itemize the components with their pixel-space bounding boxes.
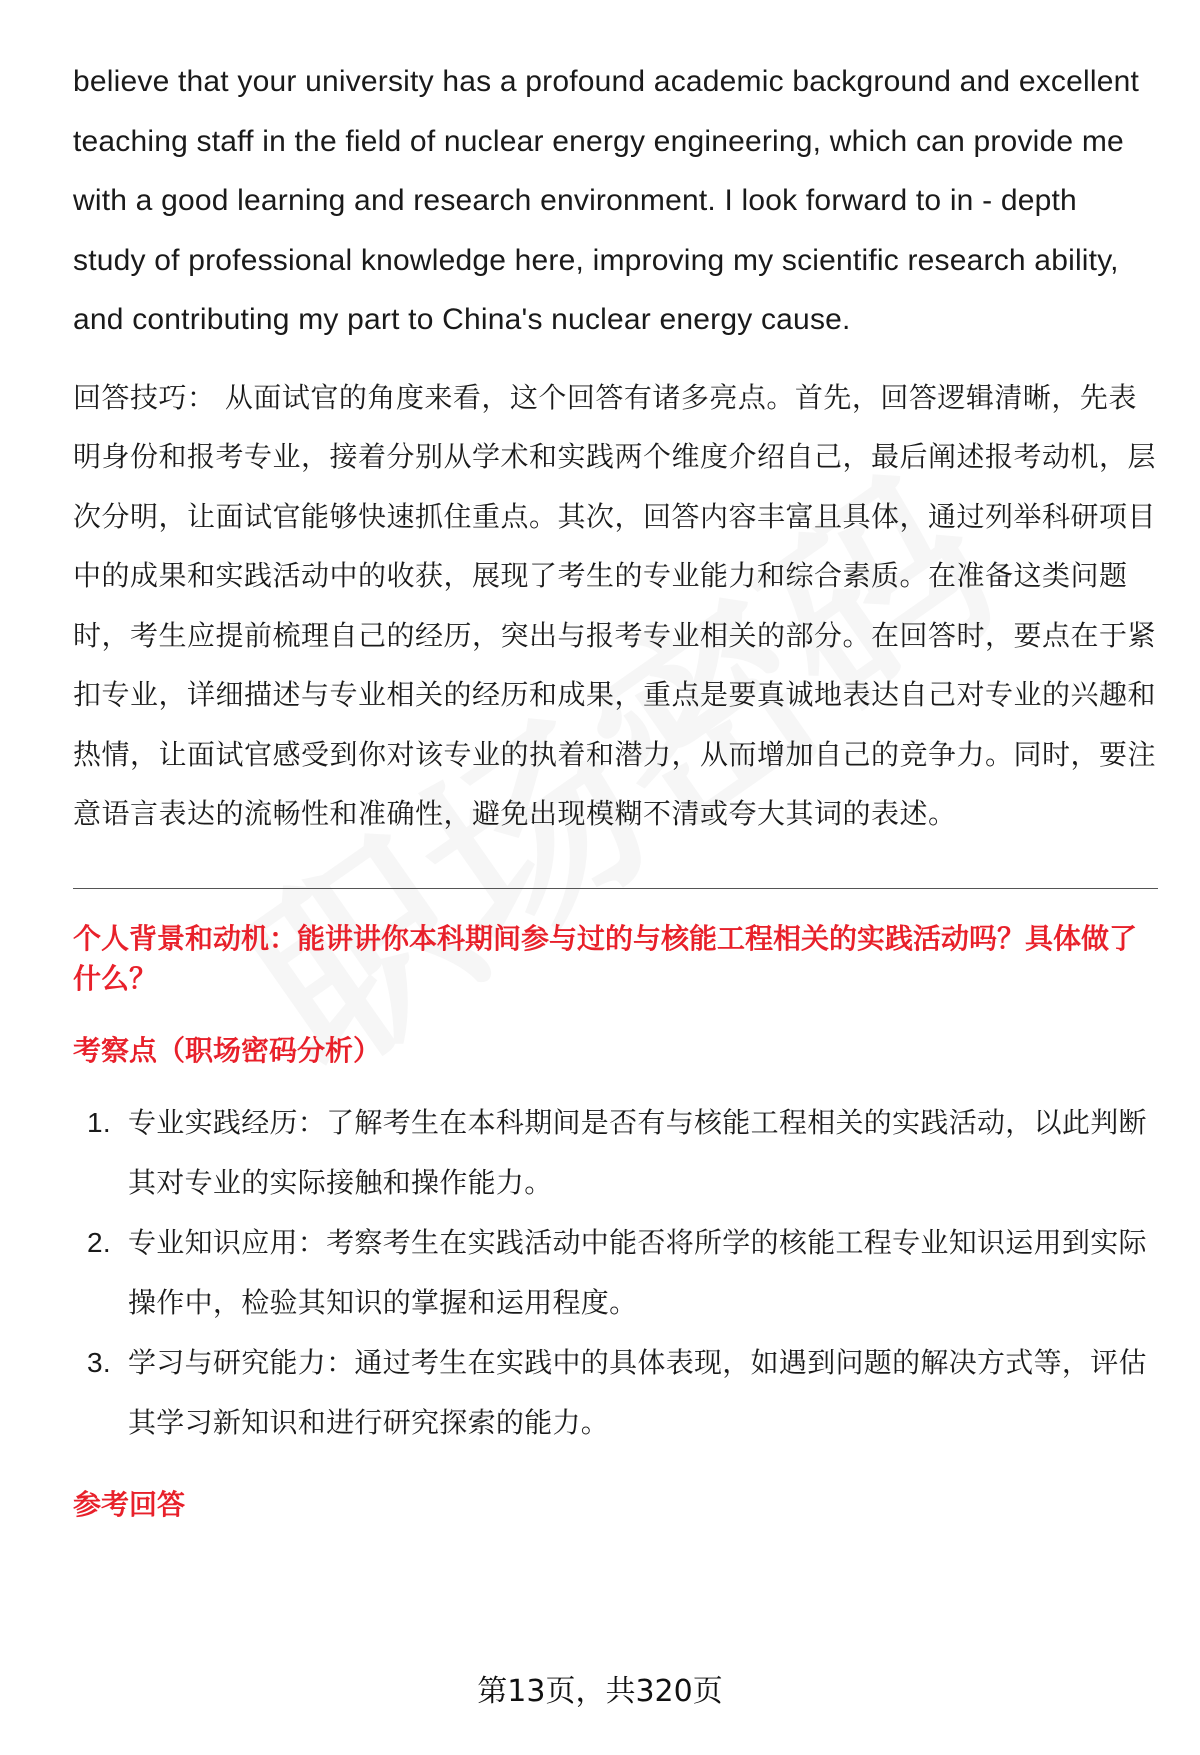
assessment-list xyxy=(73,1093,1158,1453)
list-item xyxy=(73,1213,1158,1333)
list-item xyxy=(73,1333,1158,1453)
list-item xyxy=(73,1093,1158,1213)
reference-answer-heading: 参考回答 xyxy=(73,1487,186,1521)
assessment-heading: 考察点（职场密码分析） xyxy=(73,1033,382,1067)
list-item-text: 专业知识应用：考察考生在实践活动中能否将所学的核能工程专业知识运用到实际操作中，检验其知识的掌握和运用程度。 xyxy=(128,1225,1147,1319)
list-item-number: 2. xyxy=(87,1226,111,1258)
answer-tips-paragraph: 回答技巧： 从面试官的角度来看，这个回答有诸多亮点。首先，回答逻辑清晰，先表明身份和报考专业，接着分别从学术和实践两个维度介绍自己，最后阐述报考动机，层次分明，让面试官能够快速抓住重点。其次，回答内容丰富且具体，通过列举科研项目中的成果和实践活动中的收获，展现了考生的专业能力和综合素质。在准备这类问题时，考生应提前梳理自己的经历，突出与报考专业相关的部分。在回答时，要点在于紧扣专业，详细描述与专业相关的经历和成果，重点是要真诚地表达自己对专业的兴趣和热情，让面试官感受到你对该专业的执着和潜力，从而增加自己的竞争力。同时，要注意语言表达的流畅性和准确性，避免出现模糊不清或夸大其词的表述。 xyxy=(73,380,1157,830)
list-item-number: 1. xyxy=(87,1106,111,1138)
list-item-number: 3. xyxy=(87,1346,111,1378)
page-footer: 第13页，共320页 xyxy=(477,1674,723,1709)
list-item-text: 专业实践经历：了解考生在本科期间是否有与核能工程相关的实践活动，以此判断其对专业的实际接触和操作能力。 xyxy=(128,1105,1147,1199)
question-title: 个人背景和动机：能讲讲你本科期间参与过的与核能工程相关的实践活动吗？具体做了什么？ xyxy=(73,921,1138,995)
section-divider xyxy=(73,888,1158,889)
english-paragraph: believe that your university has a profound academic background and excellent teaching staff in the field of nuclear energy engineering, which can provide me with a good learning and research environment. I look forward to in - depth study of professional knowledge here, improving my scientific research ability, and contributing my part to China's nuclear energy cause. xyxy=(73,65,1140,336)
list-item-text: 学习与研究能力：通过考生在实践中的具体表现，如遇到问题的解决方式等，评估其学习新知识和进行研究探索的能力。 xyxy=(128,1345,1147,1439)
page-content xyxy=(73,52,1158,1525)
